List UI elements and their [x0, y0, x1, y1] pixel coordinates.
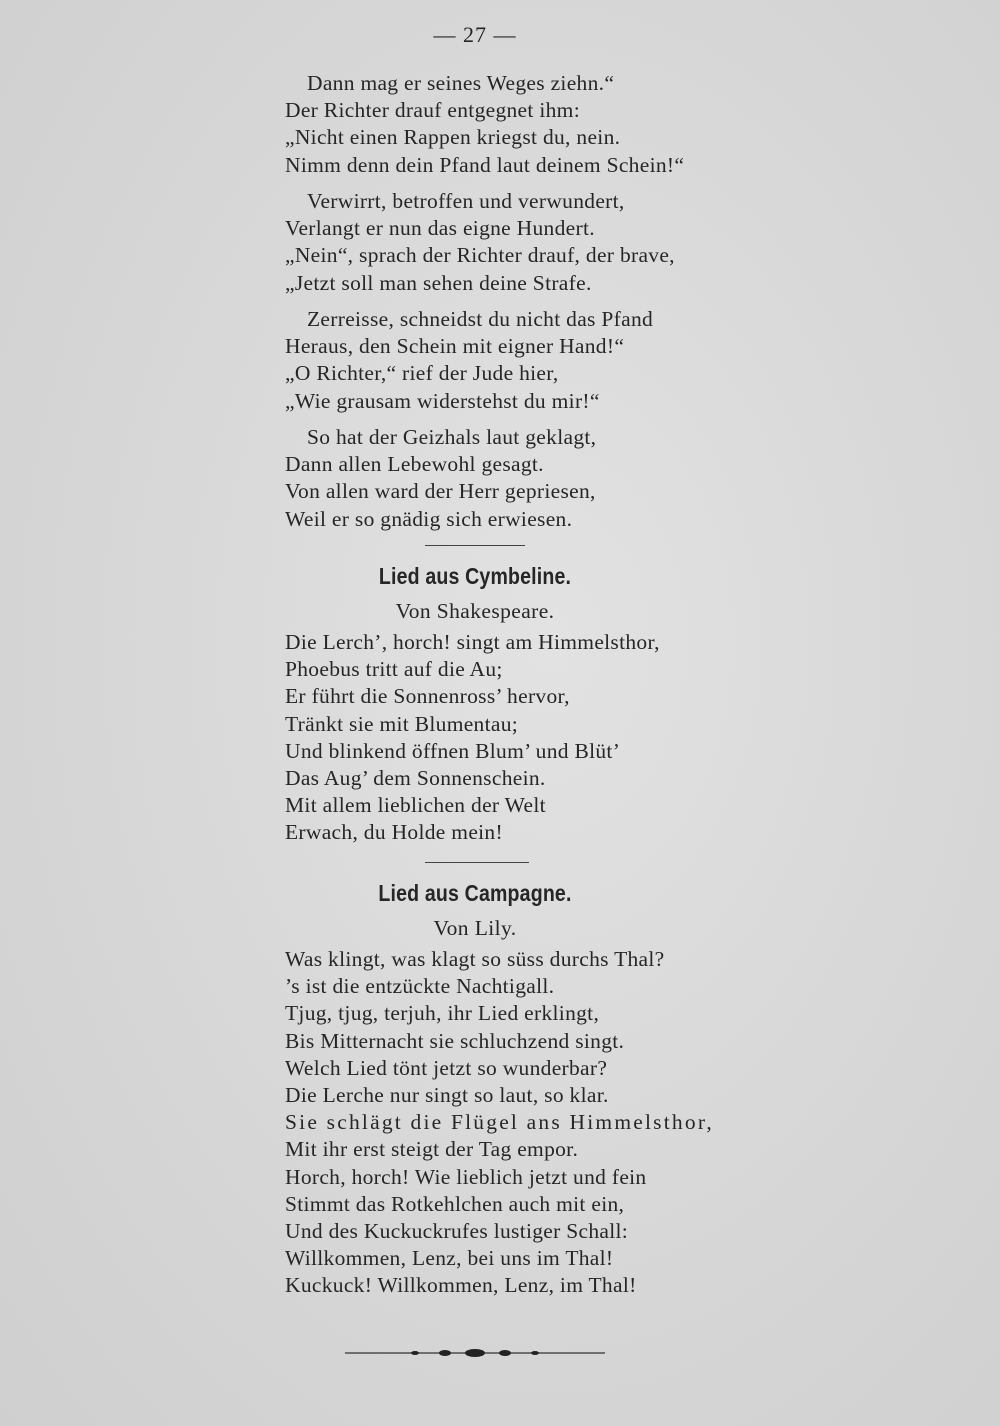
verse-line: Welch Lied tönt jetzt so wunderbar?: [285, 1055, 608, 1080]
poem-end-stanza-3: [285, 306, 805, 415]
verse-line: Was klingt, was klagt so süss durchs Thal?: [285, 947, 665, 971]
verse-line: Nimm denn dein Pfand laut deinem Schein!“: [285, 152, 685, 177]
song-campagne-verse: [285, 946, 805, 1300]
verse-line: „O Richter,“ rief der Jude hier,: [285, 361, 559, 386]
verse-line: Der Richter drauf entgegnet ihm:: [285, 98, 580, 123]
verse-line: Er führt die Sonnenross’ hervor,: [285, 684, 570, 709]
verse-line: Und blinkend öffnen Blum’ und Blüt’: [285, 738, 621, 763]
verse-line: Phoebus tritt auf die Au;: [285, 657, 503, 682]
verse-line: Tränkt sie mit Blumentau;: [285, 711, 519, 736]
verse-line: Tjug, tjug, terjuh, ihr Lied erklingt,: [285, 1001, 600, 1026]
poem-end-stanza-2: [285, 188, 805, 297]
verse-line: „Nein“, sprach der Richter drauf, der brave,: [285, 243, 675, 268]
verse-line: Mit allem lieblichen der Welt: [285, 793, 546, 818]
verse-line: Bis Mitternacht sie schluchzend singt.: [285, 1028, 625, 1053]
song-cymbeline-verse: [285, 629, 805, 847]
verse-line: Die Lerche nur singt so laut, so klar.: [285, 1083, 609, 1108]
verse-line: Verwirrt, betroffen und verwundert,: [307, 189, 625, 213]
poem-end-stanza-4: [285, 424, 805, 533]
verse-line: So hat der Geizhals laut geklagt,: [307, 425, 597, 449]
verse-line: Horch, horch! Wie lieblich jetzt und fein: [285, 1164, 647, 1189]
verse-line: Dann mag er seines Weges ziehn.“: [307, 71, 615, 95]
verse-line: Weil er so gnädig sich erwiesen.: [285, 506, 573, 531]
section-divider: [425, 545, 525, 546]
verse-line: Die Lerch’, horch! singt am Himmelsthor,: [285, 630, 660, 654]
poem-end-stanza-1: [285, 70, 805, 179]
verse-line: „Jetzt soll man sehen deine Strafe.: [285, 270, 592, 295]
verse-line: Von allen ward der Herr gepriesen,: [285, 479, 596, 504]
page-number: — 27 —: [433, 22, 517, 47]
verse-line: Zerreisse, schneidst du nicht das Pfand: [307, 307, 654, 331]
song-title-cymbeline: Lied aus Cymbeline.: [378, 563, 572, 589]
song-byline-shakespeare: Von Shakespeare.: [395, 599, 555, 623]
song-title-campagne: Lied aus Campagne.: [378, 880, 572, 906]
verse-line: Sie schlägt die Flügel ans Himmelsthor,: [285, 1110, 714, 1135]
verse-line: Verlangt er nun das eigne Hundert.: [285, 216, 595, 241]
section-divider: [425, 862, 529, 863]
verse-line: Das Aug’ dem Sonnenschein.: [285, 766, 546, 791]
verse-line: ’s ist die entzückte Nachtigall.: [285, 974, 555, 999]
verse-line: Willkommen, Lenz, bei uns im Thal!: [285, 1246, 614, 1271]
end-ornament-icon: [345, 1346, 605, 1360]
verse-line: Kuckuck! Willkommen, Lenz, im Thal!: [285, 1273, 637, 1298]
song-byline-lily: Von Lily.: [433, 916, 517, 940]
verse-line: Mit ihr erst steigt der Tag empor.: [285, 1137, 579, 1162]
verse-line: Dann allen Lebewohl gesagt.: [285, 452, 544, 477]
verse-line: Und des Kuckuckrufes lustiger Schall:: [285, 1219, 629, 1244]
verse-line: Stimmt das Rotkehlchen auch mit ein,: [285, 1191, 625, 1216]
verse-line: Erwach, du Holde mein!: [285, 820, 503, 845]
verse-line: „Wie grausam widerstehst du mir!“: [285, 388, 600, 413]
verse-line: Heraus, den Schein mit eigner Hand!“: [285, 334, 625, 359]
verse-line: „Nicht einen Rappen kriegst du, nein.: [285, 125, 621, 150]
